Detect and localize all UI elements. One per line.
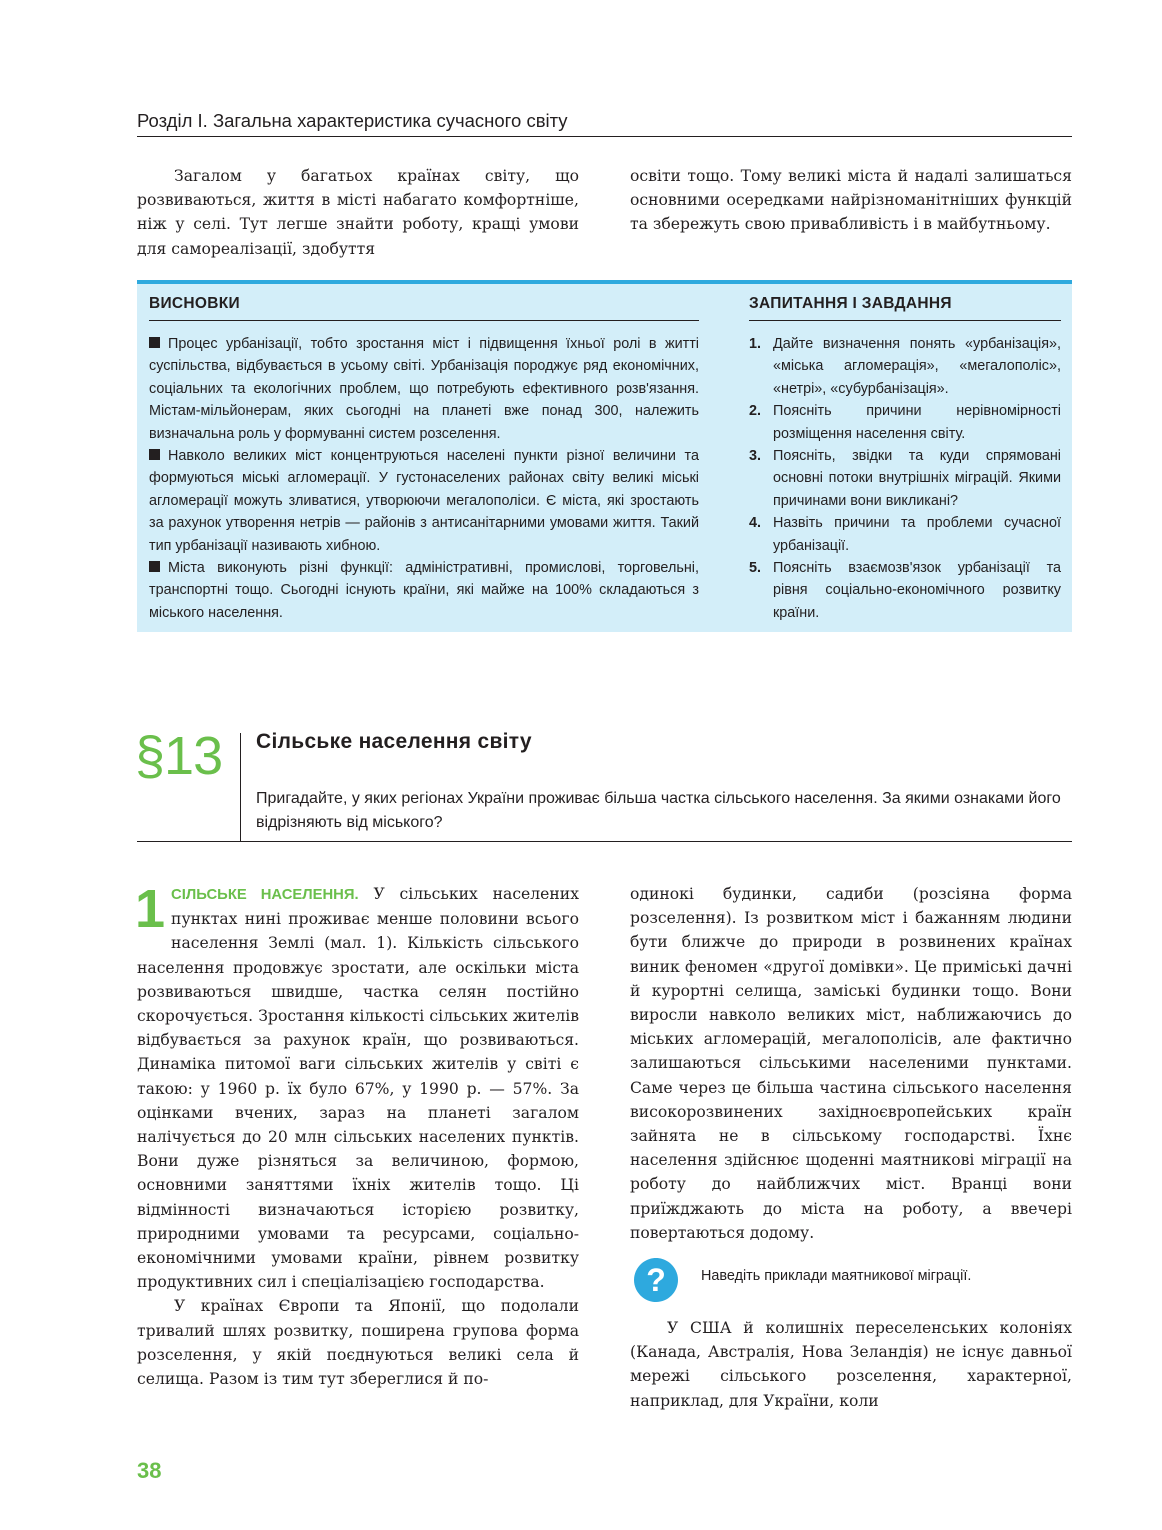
section-lead-question: Пригадайте, у яких регіонах України проживає більша частка сільського населення. За якими ознаками його відрізняють від міського? <box>256 790 1061 831</box>
questions-title: ЗАПИТАННЯ І ЗАВДАННЯ <box>749 295 952 312</box>
question-item <box>749 445 1061 512</box>
subheading-runin: СІЛЬСЬКЕ НАСЕЛЕННЯ. <box>171 887 359 903</box>
intro-right-column: освіти тощо. Тому великі міста й надалі залишаться основними осередками найрізноманітніших функцій та збережуть свою привабливість і в майбутньому. <box>630 167 1072 234</box>
body-right-column-lower <box>630 1316 1072 1413</box>
question-text: Поясніть взаємозв'язок урбанізації та рівня соціально-економічного розвитку країни. <box>773 560 1061 621</box>
summary-box <box>137 280 1072 632</box>
dropcap-number: 1 <box>135 879 166 939</box>
question-number: 3. <box>749 448 762 465</box>
bullet-square-icon <box>149 561 160 572</box>
section-number: §13 <box>135 726 223 786</box>
page-number: 38 <box>137 1458 162 1483</box>
questions-panel <box>749 284 1061 624</box>
question-text: Поясніть, звідки та куди спрямовані основні потоки внутрішніх міграцій. Якими причинами вони викликані? <box>773 448 1061 509</box>
questions-rule <box>749 320 1061 321</box>
body-left-column <box>135 879 579 1391</box>
conclusions-text <box>149 333 699 624</box>
running-head: Розділ І. Загальна характеристика сучасного світу <box>137 110 568 131</box>
question-number: 5. <box>749 560 762 577</box>
body-paragraph-3: одинокі будинки, садиби (розсіяна форма розселення). Із розвитком міст і бажанням людини бути ближче до природи в розвинених країнах виник феномен «другої домівки». Це приміські дачні й курортні селища, заміські будинки тощо. Вони виросли навколо великих міст, наближаючись до міських агломерацій, мегалополісів, але фактично залишаються сільськими населеними пунктами. Саме через це більша частина сільського населення високорозвинених західноєвропейських країн зайнята не в сільському господарстві. Їхнє населення здійснює щоденні маятникові міграції на роботу до найближчих міст. Вранці вони приїжджають до міста на роботу, а ввечері повертаються додому. <box>630 885 1072 1242</box>
conclusion-item: Міста виконують різні функції: адміністративні, промислові, торговельні, транспортні тощо. Сьогодні існують країни, які майже на 100% складаються з міського населення. <box>149 560 699 621</box>
question-item <box>749 400 1061 445</box>
header-rule <box>137 136 1072 137</box>
questions-list <box>749 333 1061 624</box>
question-item <box>749 557 1061 624</box>
section-divider <box>240 733 241 841</box>
question-item <box>749 333 1061 400</box>
question-text: Поясніть причини нерівномірності розміщення населення світу. <box>773 403 1061 442</box>
question-number: 2. <box>749 403 762 420</box>
body-paragraph-2: У країнах Європи та Японії, що подолали тривалий шлях розвитку, поширена групова форма розселення, у якій поєднуються великі села й селища. Разом із тим тут збереглися й по- <box>137 1297 579 1389</box>
question-number: 4. <box>749 515 762 532</box>
section-title: Сільське населення світу <box>256 730 532 753</box>
question-item <box>749 512 1061 557</box>
question-prompt: Наведіть приклади маятникової міграції. <box>701 1268 972 1284</box>
body-paragraph-4: У США й колишніх переселенських колоніях (Канада, Австралія, Нова Зеландія) не існує давньої мережі сільського розселення, характерної, наприклад, для України, коли <box>630 1319 1072 1410</box>
intro-left-column: Загалом у багатьох країнах світу, що розвиваються, життя в місті набагато комфортніше, ніж у селі. Тут легше знайти роботу, кращі умови для самореалізації, здобуття <box>137 167 579 258</box>
question-icon <box>632 1256 680 1304</box>
body-paragraph-1: 1 СІЛЬСЬКЕ НАСЕЛЕННЯ. У сільських населених пунктах нині проживає менше половини всього населення Землі (мал. 1). Кількість сільського населення продовжує зростати, але оскільки міста розвиваються швидше, частка селян постійно скорочується. Зростання кількості сільських жителів відбувається за рахунок країн, що розвиваються. Динаміка питомої ваги сільських жителів у світі є такою: у 1960 р. їх було 67%, у 1990 р. — 57%. За оцінками вчених, зараз на планеті загалом налічується до 20 млн сільських населених пунктів. Вони дуже різняться за величиною, формою, основними заняттями їхніх жителів тощо. Ці відмінності визначаються історією розвитку, природними умовами та ресурсами, соціально-економічними умовами країни, рівнем розвитку продуктивних сил і спеціалізацією господарства. <box>135 879 579 1292</box>
conclusions-rule <box>149 320 699 321</box>
conclusion-item: Процес урбанізації, тобто зростання міст і підвищення їхньої ролі в житті суспільства, відбувається в усьому світі. Урбанізація породжує ряд економічних, соціальних та екологічних проблем, що потребують ефективного розв'язання. Містам-мільйонерам, яких сьогодні на планеті вже понад 300, належить визначальна роль у формуванні систем розселення. <box>149 336 699 442</box>
svg-text:?: ? <box>646 1262 666 1298</box>
bullet-square-icon <box>149 337 160 348</box>
question-text: Назвіть причини та проблеми сучасної урбанізації. <box>773 515 1061 554</box>
conclusions-title: ВИСНОВКИ <box>149 295 240 312</box>
body-right-column <box>630 882 1072 1245</box>
conclusions-panel <box>149 284 699 624</box>
bullet-square-icon <box>149 449 160 460</box>
section-rule <box>137 841 1072 842</box>
conclusion-item: Навколо великих міст концентруються населені пункти різної величини та формуються міські агломерації. У густонаселених районах світу великі міські агломерації можуть зливатися, утворюючи мегалополіси. Є міста, які зростають за рахунок утворення нетрів — районів з антисанітарними умовами життя. Такий тип урбанізації називають хибною. <box>149 448 699 554</box>
question-number: 1. <box>749 336 762 352</box>
question-text: Дайте визначення понять «урбанізація», «міська агломерація», «мегалополіс», «нетрі», «субурбанізація». <box>773 336 1061 397</box>
